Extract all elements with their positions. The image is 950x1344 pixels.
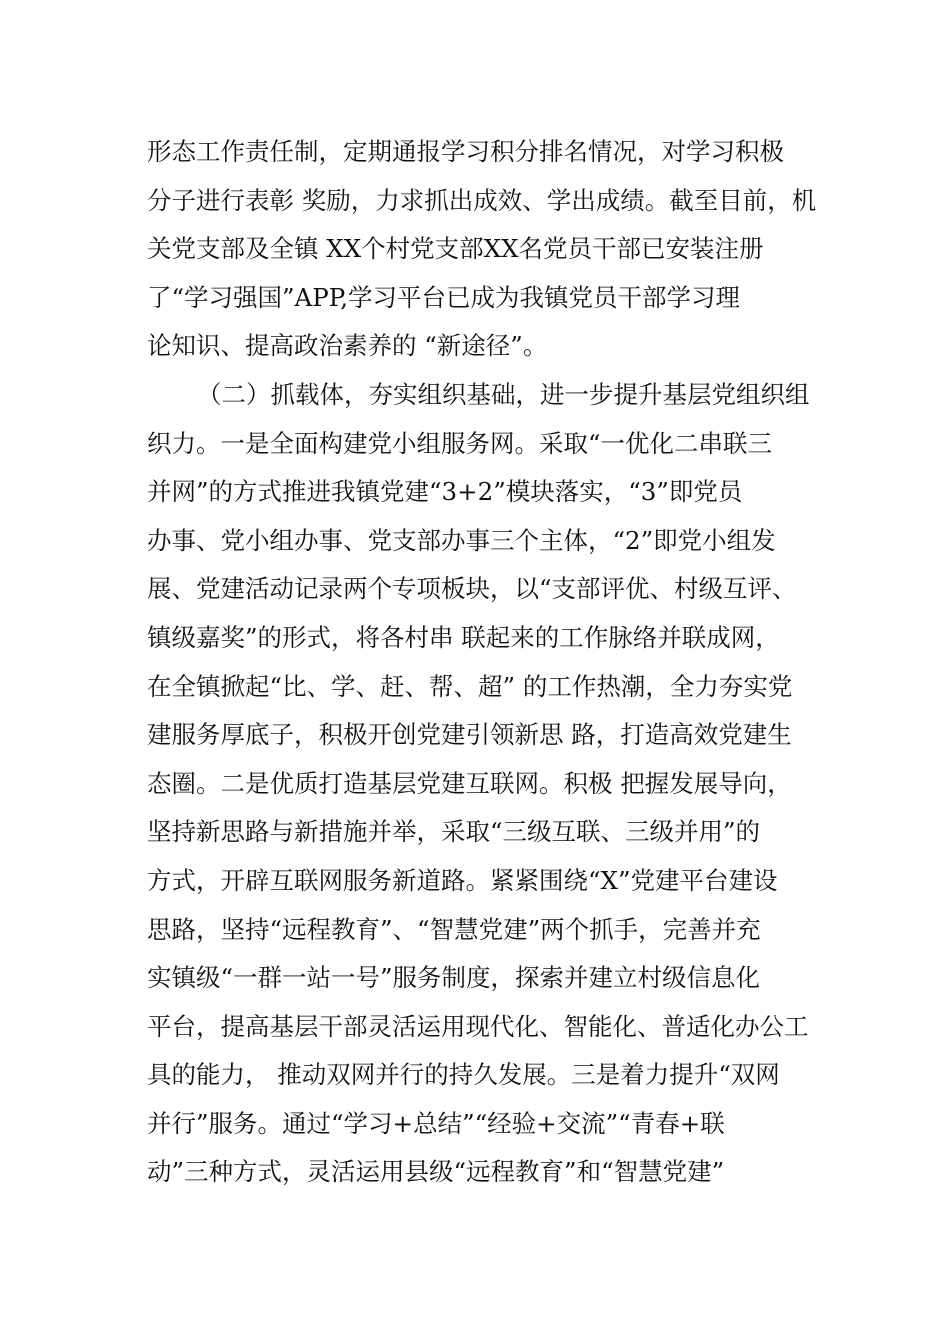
text-line: 镇级嘉奖”的形式，将各村串 联起来的工作脉络并联成网，: [147, 622, 780, 652]
text-line: 方式，开辟互联网服务新道路。紧紧围绕“X”党建平台建设: [147, 865, 778, 895]
text-line: 实镇级“一群一站一号”服务制度，探索并建立村级信息化: [147, 963, 761, 993]
text-line: 分子进行表彰 奖励，力求抓出成效、学出成绩。截至目前，机: [147, 185, 817, 215]
text-line: 并网”的方式推进我镇党建“3+2”模块落实，“3”即党员: [147, 477, 743, 507]
text-line: 形态工作责任制，定期通报学习积分排名情况，对学习积极: [147, 137, 784, 166]
text-line: 办事、党小组办事、党支部办事三个主体，“2”即党小组发: [147, 525, 776, 555]
text-line: 论知识、提高政治素养的 “新途径”。: [147, 331, 548, 361]
text-line: 坚持新思路与新措施并举，采取“三级互联、三级并用”的: [147, 817, 761, 847]
text-line: 动”三种方式，灵活运用县级“远程教育”和“智慧党建”: [147, 1157, 725, 1187]
text-line: 并行”服务。通过“学习+总结”“经验+交流”“青春+联: [147, 1108, 725, 1138]
body-text: [147, 128, 817, 1197]
text-line: 关党支部及全镇 XX个村党支部XX名党员干部已安装注册: [147, 234, 764, 264]
paragraph-start-line: （二）抓载体，夯实组织基础，进一步提升基层党组织组: [197, 379, 810, 409]
text-line: 建服务厚底子，积极开创党建引领新思 路，打造高效党建生: [147, 720, 792, 750]
text-line: 态圈。二是优质打造基层党建互联网。积极 把握发展导向，: [147, 768, 792, 798]
text-line: 思路，坚持“远程教育”、“智慧党建”两个抓手，完善并充: [147, 914, 761, 944]
text-line: 平台，提高基层干部灵活运用现代化、智能化、普适化办公工: [147, 1011, 809, 1041]
text-line: 展、党建活动记录两个专项板块，以“支部评优、村级互评、: [147, 574, 797, 604]
text-line: 了“学习强国”APP,学习平台已成为我镇党员干部学习理: [147, 282, 741, 312]
text-line: 织力。一是全面构建党小组服务网。采取“一优化二串联三: [147, 428, 773, 458]
text-line: 具的能力， 推动双网并行的持久发展。三是着力提升“双网: [147, 1060, 780, 1090]
text-line: 在全镇掀起“比、学、赶、帮、超” 的工作热潮，全力夯实党: [147, 671, 793, 701]
